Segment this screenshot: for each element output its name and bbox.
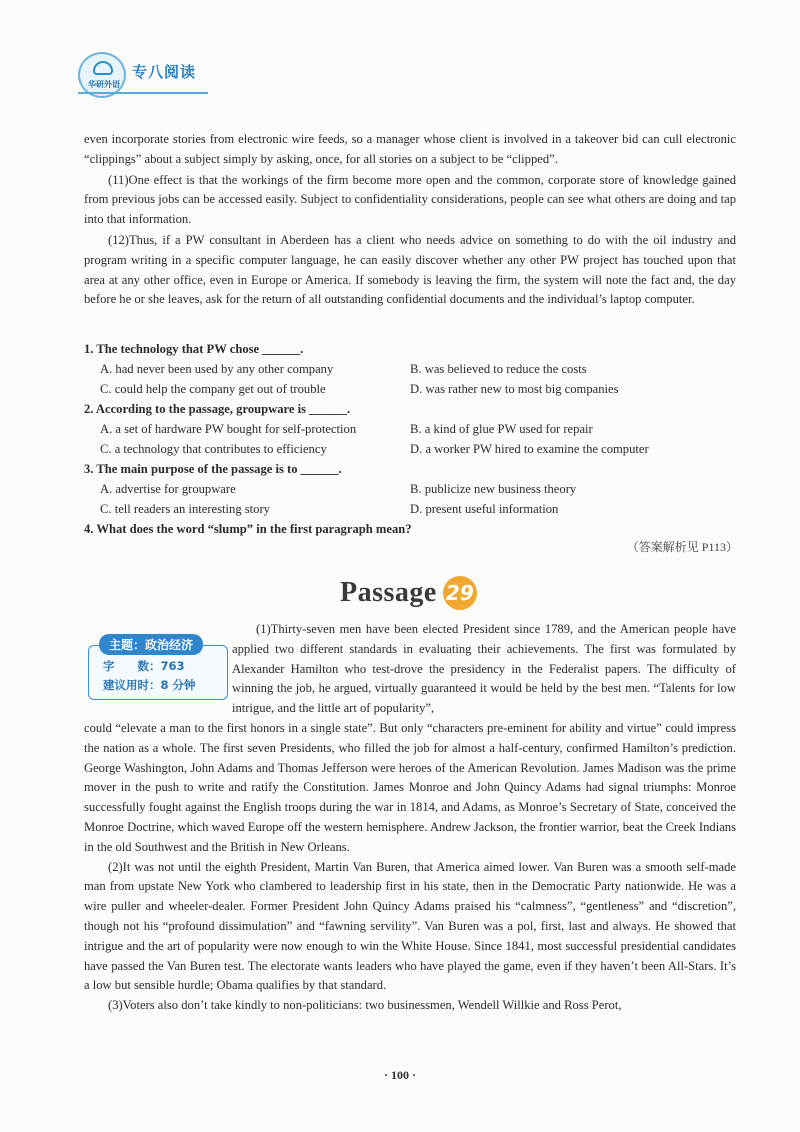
word-count: 字 数：763: [103, 659, 185, 673]
question-2: [84, 399, 736, 459]
paragraph-continued: even incorporate stories from electronic wire feeds, so a manager whose client is involved in a takeover bid can cull electronic “clippings” about a subject simply by asking, once, for all stories on a subject to be “clipped”.: [84, 132, 736, 166]
question-stem: 4. What does the word “slump” in the first paragraph mean?: [84, 522, 412, 536]
question-stem: 2. According to the passage, groupware is ______.: [84, 402, 351, 416]
option-c[interactable]: C. could help the company get out of trouble: [100, 382, 326, 396]
series-label: 专八阅读: [132, 63, 197, 81]
paragraph-1-top: (1)Thirty-seven men have been elected President since 1789, and the American people have applied two different standards in evaluating their achievements. The first was formulated by Alexander Hamilton who test-drove the presidency in the Federalist papers. The difficulty of winning the job, he argued, virtually guaranteed it would be held by the best men. “Talents for low intrigue, and the little art of popularity”,: [232, 622, 736, 716]
question-stem: 1. The technology that PW chose ______.: [84, 342, 304, 356]
question-stem: 3. The main purpose of the passage is to ______.: [84, 462, 342, 476]
option-a[interactable]: A. had never been used by any other company: [100, 362, 334, 376]
paragraph-2: (2)It was not until the eighth President, Martin Van Buren, that America aimed lower. Van Buren was a smooth self-made man from upstate New York who clambered to leadership first in his state, then in the Democratic Party nationwide. He was a wire puller and wheeler-dealer. Former President John Quincy Adams praised his “calmness”, “gentleness” and “discretion”, though not his “profound dissimulation” and “fawning servility”. Van Buren was a pol, first, last and always. He showed that intrigue and the art of popularity were now enough to win the White House. Since 1841, most successful presidential candidates have passed the Van Buren test. The electorate wants leaders who have played the game, even if they haven’t been All-Stars. It’s a low but sensible hurdle; Obama qualifies by that standard.: [84, 859, 736, 993]
paragraph-1-rest: could “elevate a man to the first honors in a single state”. But only “characters pre-eminent for ability and virtue” could impress the nation as a whole. The first seven Presidents, who filled the job for almost a half-century, confirmed Hamilton’s prediction. George Washington, John Adams and Thomas Jefferson were heroes of the American Revolution. James Madison was the prime mover in the push to write and ratify the Constitution. James Monroe and John Quincy Adams had signal triumphs: Monroe successfully fought against the English troops during the war in 1814, and Adams, as Monroe’s Secretary of State, conceived the Monroe Doctrine, which waved Europe off the western hemisphere. Andrew Jackson, the frontier warrior, beat the Creek Indians in the old Southwest and the British in New Orleans.: [84, 721, 736, 854]
option-c[interactable]: C. a technology that contributes to efficiency: [100, 442, 327, 456]
theme-tab: 主题：政治经济: [99, 634, 203, 655]
option-b[interactable]: B. a kind of glue PW used for repair: [410, 422, 593, 436]
paragraph-11: (11)One effect is that the workings of the firm become more open and the common, corporate store of knowledge gained from previous jobs can be accessed easily. Subject to confidentiality considerations, people can see what others are doing and tap into that information.: [84, 172, 736, 227]
question-list: [84, 339, 736, 539]
theme-box: [88, 638, 228, 700]
passage-title: [340, 574, 477, 612]
page-header: [78, 52, 728, 98]
option-d[interactable]: D. present useful information: [410, 502, 559, 516]
header-divider: [78, 92, 208, 94]
option-d[interactable]: D. was rather new to most big companies: [410, 382, 619, 396]
question-4: [84, 519, 736, 539]
question-1: [84, 339, 736, 399]
option-a[interactable]: A. advertise for groupware: [100, 482, 236, 496]
logo-text: 华研外语: [88, 80, 120, 89]
option-a[interactable]: A. a set of hardware PW bought for self-protection: [100, 422, 357, 436]
answer-reference: （答案解析见 P113）: [626, 540, 738, 554]
question-3: [84, 459, 736, 519]
option-b[interactable]: B. was believed to reduce the costs: [410, 362, 587, 376]
paragraph-3: (3)Voters also don’t take kindly to non-politicians: two businessmen, Wendell Willkie and Ross Perot,: [108, 998, 622, 1013]
paragraph-12: (12)Thus, if a PW consultant in Aberdeen has a client who needs advice on something to do with the oil industry and program writing in a specific computer language, he can easily discover whether any other PW project has touched upon that area at any other office, even in Europe or America. If somebody is leaving the firm, the system will note the fact and, the day before he or she leaves, ask for the return of all outstanding confidential documents and the individual’s laptop computer.: [84, 232, 736, 307]
suggested-time: 建议用时：8 分钟: [103, 678, 196, 692]
option-c[interactable]: C. tell readers an interesting story: [100, 502, 270, 516]
option-b[interactable]: B. publicize new business theory: [410, 482, 577, 496]
passage-29-body: [84, 719, 736, 1016]
logo-mark-icon: [93, 61, 113, 75]
passage-word: Passage: [340, 577, 437, 608]
continued-passage: [84, 130, 736, 310]
option-d[interactable]: D. a worker PW hired to examine the computer: [410, 442, 649, 456]
passage-number-badge: 29: [443, 576, 477, 610]
page-number: · 100 ·: [383, 1068, 416, 1082]
